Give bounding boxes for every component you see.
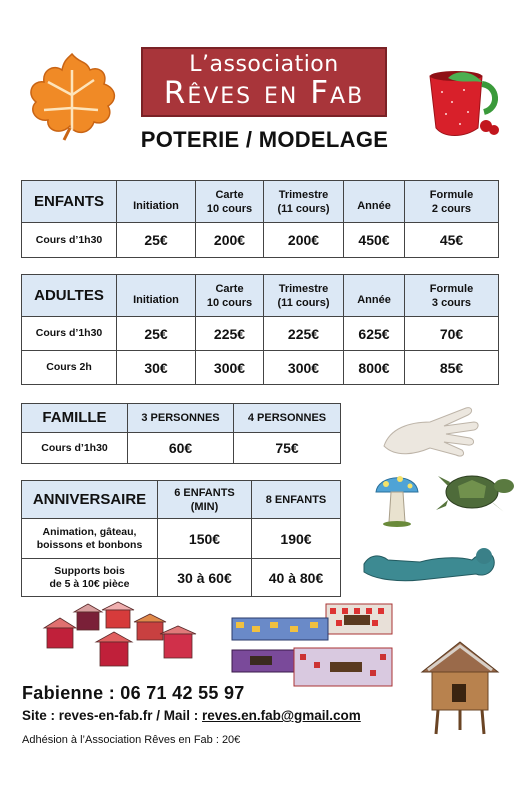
row-label: Cours d’1h30 (22, 317, 117, 351)
price-cell: 190€ (252, 519, 341, 559)
price-cell: 40 à 80€ (252, 559, 341, 597)
email-link[interactable]: reves.en.fab@gmail.com (202, 708, 361, 723)
col-trimestre: Trimestre (11 cours) (264, 181, 344, 223)
price-cell: 30 à 60€ (158, 559, 252, 597)
logo-line1: L’association (189, 52, 339, 77)
turtle-figurine-image (432, 466, 516, 516)
col-initiation: Initiation (117, 275, 196, 317)
price-cell: 70€ (405, 317, 499, 351)
col-carte: Carte 10 cours (196, 181, 264, 223)
association-logo (141, 47, 387, 117)
famille-price-table (21, 403, 341, 464)
col-8-enfants: 8 ENFANTS (252, 481, 341, 519)
price-cell: 625€ (344, 317, 405, 351)
price-cell: 25€ (117, 317, 196, 351)
price-cell: 75€ (234, 433, 341, 464)
price-cell: 300€ (264, 351, 344, 385)
mosaic-boxes-image (230, 600, 398, 692)
reclining-figure-image (360, 540, 498, 584)
logo-line2: Rêves en Fab (163, 75, 365, 111)
price-cell: 450€ (344, 223, 405, 258)
page-title: POTERIE / MODELAGE (140, 127, 389, 152)
price-cell: 85€ (405, 351, 499, 385)
price-cell: 150€ (158, 519, 252, 559)
row-label: Cours 2h (22, 351, 117, 385)
wooden-birdhouse-image (420, 640, 502, 736)
adultes-header: ADULTES (22, 275, 117, 317)
row-label: Supports bois de 5 à 10€ pièce (22, 559, 158, 597)
col-3-personnes: 3 PERSONNES (128, 404, 234, 433)
col-trimestre: Trimestre (11 cours) (264, 275, 344, 317)
price-cell: 225€ (196, 317, 264, 351)
price-cell: 200€ (264, 223, 344, 258)
col-initiation: Initiation (117, 181, 196, 223)
price-cell: 25€ (117, 223, 196, 258)
contact-site-line (22, 708, 361, 723)
col-annee: Année (344, 181, 405, 223)
col-6-enfants: 6 ENFANTS (MIN) (158, 481, 252, 519)
col-formule: Formule 2 cours (405, 181, 499, 223)
price-cell: 45€ (405, 223, 499, 258)
price-cell: 300€ (196, 351, 264, 385)
ceramic-houses-image (40, 600, 202, 670)
anniversaire-header: ANNIVERSAIRE (22, 481, 158, 519)
price-cell: 30€ (117, 351, 196, 385)
contact-phone: Fabienne : 06 71 42 55 97 (22, 683, 245, 703)
membership-note: Adhésion à l’Association Rêves en Fab : 20€ (22, 734, 241, 746)
adultes-price-table (21, 274, 499, 385)
price-cell: 225€ (264, 317, 344, 351)
enfants-price-table (21, 180, 499, 258)
col-carte: Carte 10 cours (196, 275, 264, 317)
col-annee: Année (344, 275, 405, 317)
col-formule: Formule 3 cours (405, 275, 499, 317)
row-label: Animation, gâteau, boissons et bonbons (22, 519, 158, 559)
price-cell: 60€ (128, 433, 234, 464)
enfants-header: ENFANTS (22, 181, 117, 223)
famille-header: FAMILLE (22, 404, 128, 433)
price-cell: 800€ (344, 351, 405, 385)
anniversaire-price-table (21, 480, 341, 597)
ceramic-hand-image (380, 398, 480, 460)
col-4-personnes: 4 PERSONNES (234, 404, 341, 433)
row-label: Cours d’1h30 (22, 223, 117, 258)
price-cell: 200€ (196, 223, 264, 258)
mushroom-figurine-image (372, 466, 422, 528)
row-label: Cours d’1h30 (22, 433, 128, 464)
site-text: Site : reves-en-fab.fr / Mail : (22, 708, 203, 723)
